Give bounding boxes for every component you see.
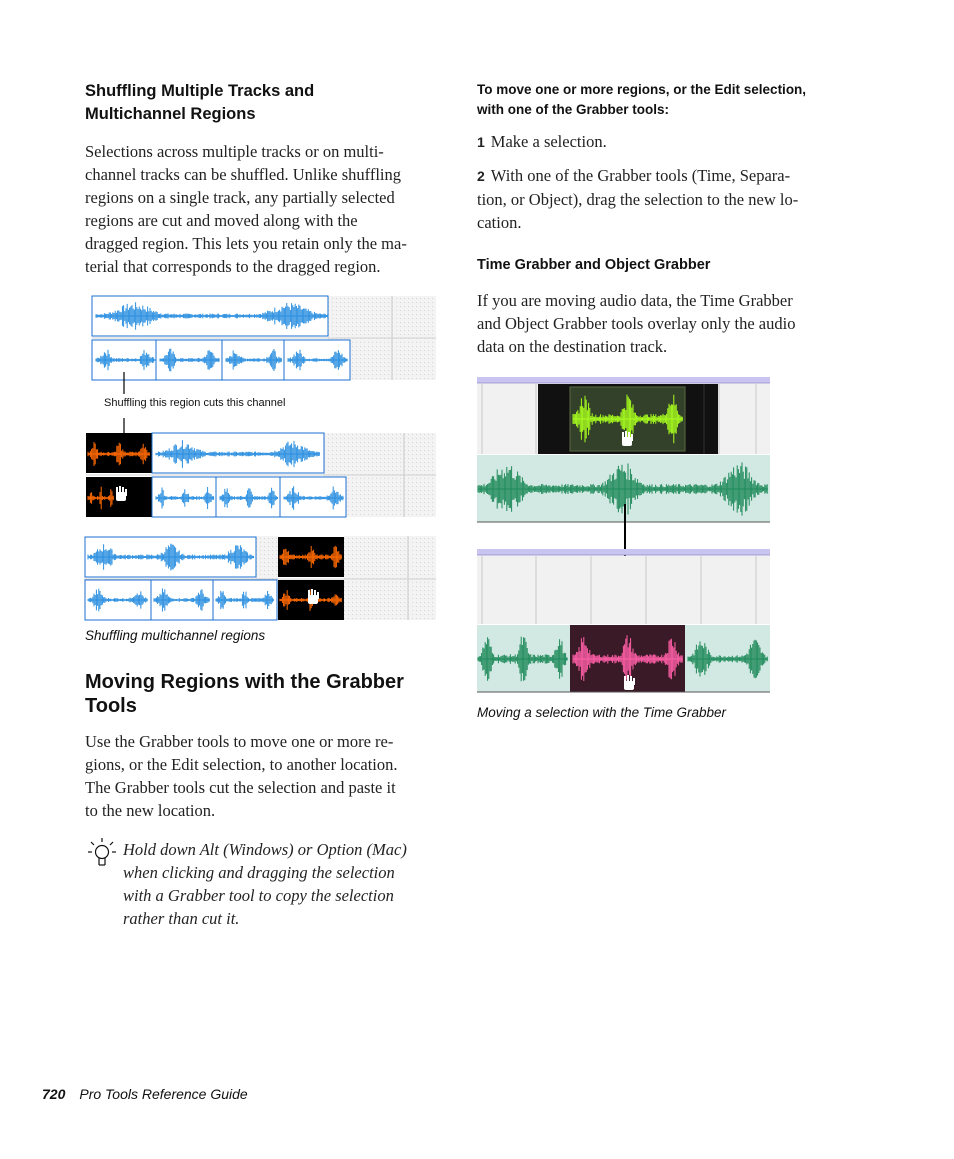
text-line: channel tracks can be shuffled. Unlike shuffling <box>85 165 402 184</box>
figure1-caption-wrap <box>85 628 265 643</box>
shuffling-paragraph <box>85 140 455 278</box>
text-line: The Grabber tools cut the selection and paste it <box>85 778 396 797</box>
text-line: Use the Grabber tools to move one or more re- <box>85 732 394 751</box>
figure2-panel-before <box>477 377 770 522</box>
text-line: regions are cut and moved along with the <box>85 211 358 230</box>
figure2-caption-wrap <box>477 705 726 720</box>
figure2-panel-after <box>477 549 770 692</box>
figure1-panel-during <box>86 433 436 517</box>
lightbulb-icon <box>88 836 120 870</box>
figure1-callout: Shuffling this region cuts this channel <box>104 397 286 409</box>
text-line: regions on a single track, any partially selected <box>85 188 395 207</box>
figure1-panel-after <box>84 536 436 620</box>
figure1-panel-before <box>92 296 436 380</box>
time-grabber-heading-wrap <box>477 255 857 275</box>
figure-shuffling-multichannel <box>84 294 440 624</box>
time-grabber-heading: Time Grabber and Object Grabber <box>477 257 711 273</box>
step-1 <box>477 130 857 154</box>
procedure-heading <box>477 80 857 120</box>
step-number: 2 <box>477 168 485 184</box>
tip-note <box>123 838 463 930</box>
procedure-heading-line-2: with one of the Grabber tools: <box>477 102 669 117</box>
guide-title: Pro Tools Reference Guide <box>79 1086 248 1102</box>
figure2-caption: Moving a selection with the Time Grabber <box>477 705 726 720</box>
shuffling-heading-line-1: Shuffling Multiple Tracks and <box>85 82 315 100</box>
step-number: 1 <box>477 134 485 150</box>
shuffling-heading <box>85 80 445 126</box>
text-line: with a Grabber tool to copy the selection <box>123 886 394 905</box>
page-footer <box>42 1086 248 1104</box>
text-line: when clicking and dragging the selection <box>123 863 395 882</box>
shuffling-heading-line-2: Multichannel Regions <box>85 105 256 123</box>
text-line: Selections across multiple tracks or on multi- <box>85 142 384 161</box>
text-line: rather than cut it. <box>123 909 240 928</box>
text-line: data on the destination track. <box>477 337 668 356</box>
text-line: dragged region. This lets you retain only the ma- <box>85 234 407 253</box>
text-line: and Object Grabber tools overlay only the audio <box>477 314 796 333</box>
step-2 <box>477 164 857 234</box>
text-line: gions, or the Edit selection, to another location. <box>85 755 398 774</box>
moving-paragraph <box>85 730 455 822</box>
time-grabber-paragraph <box>477 289 857 358</box>
step-text: Make a selection. <box>490 132 607 151</box>
moving-heading-line-1: Moving Regions with the Grabber <box>85 671 404 693</box>
figure1-caption: Shuffling multichannel regions <box>85 628 266 643</box>
moving-heading-line-2: Tools <box>85 695 137 717</box>
page-number: 720 <box>42 1086 66 1102</box>
step-text: cation. <box>477 213 522 232</box>
figure-time-grabber <box>476 376 772 696</box>
step-text: With one of the Grabber tools (Time, Separa- <box>490 166 791 185</box>
procedure-heading-line-1: To move one or more regions, or the Edit selection, <box>477 82 807 97</box>
text-line: to the new location. <box>85 801 216 820</box>
text-line: terial that corresponds to the dragged region. <box>85 257 381 276</box>
step-text: tion, or Object), drag the selection to the new lo- <box>477 190 799 209</box>
moving-heading <box>85 670 455 718</box>
text-line: If you are moving audio data, the Time Grabber <box>477 291 793 310</box>
text-line: Hold down Alt (Windows) or Option (Mac) <box>123 840 407 859</box>
